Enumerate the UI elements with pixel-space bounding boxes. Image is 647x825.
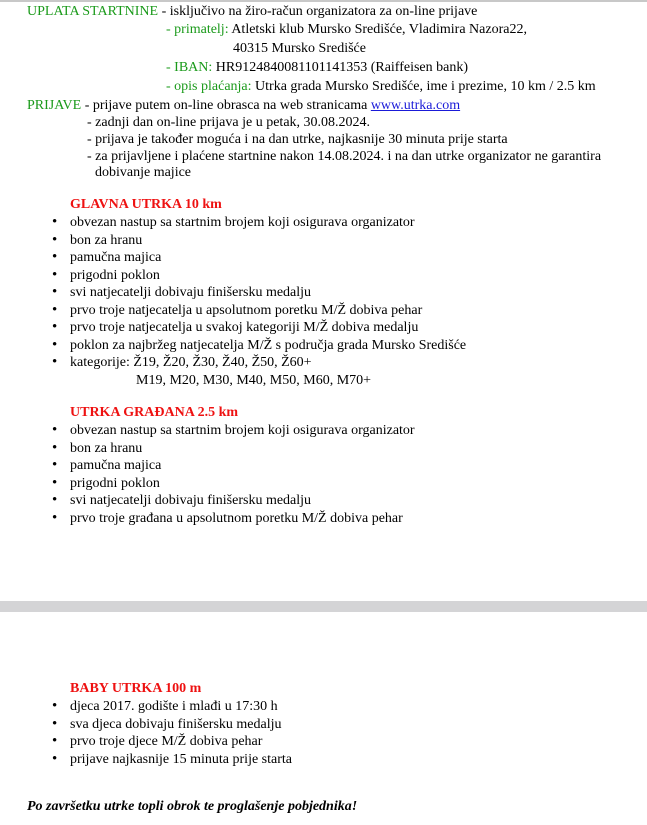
registration-intro-line [27,97,460,115]
desc-value: Utrka grada Mursko Središće, ime i prezime, 10 km / 2.5 km [251,79,596,94]
list-item: • prigodni poklon [0,267,466,285]
payment-desc-line [166,78,596,96]
registration-label: PRIJAVE [27,98,82,113]
baby-race-title: BABY UTRKA 100 m [70,681,202,696]
list-item: • pamučna majica [0,457,415,475]
baby-race-list [0,698,292,768]
registration-intro: - prijave putem on-line obrasca na web stranicama [81,98,371,113]
list-item: • bon za hranu [0,440,415,458]
citizens-race-list [0,422,415,527]
main-race-categories-line2: M19, M20, M30, M40, M50, M60, M70+ [136,373,372,388]
list-item: • prvo troje građana u apsolutnom poretku M/Ž dobiva pehar [0,510,415,528]
desc-label: - opis plaćanja: [166,79,252,94]
list-item: • obvezan nastup sa startnim brojem koji osigurava organizator [0,214,466,232]
payment-intro-line [27,3,477,21]
list-item: • poklon za najbržeg natjecatelja M/Ž s područja grada Mursko Središće [0,337,466,355]
iban-value: HR9124840081101141353 (Raiffeisen bank) [212,60,469,75]
list-item: • bon za hranu [0,232,466,250]
registration-line-4: dobivanje majice [95,165,192,180]
list-item: • svi natjecatelji dobivaju finišersku medalju [0,284,466,302]
iban-label: - IBAN: [166,60,213,75]
list-item: • prvo troje natjecatelja u svakoj kategoriji M/Ž dobiva medalju [0,319,466,337]
recipient-label: - primatelj: [166,22,229,37]
payment-intro: - isključivo na žiro-račun organizatora za on-line prijave [158,4,478,19]
list-item: • djeca 2017. godište i mlađi u 17:30 h [0,698,292,716]
list-item: • prvo troje djece M/Ž dobiva pehar [0,733,292,751]
registration-line-3: - za prijavljene i plaćene startnine nakon 14.08.2024. i na dan utrke organizator ne garantira [87,149,602,164]
list-item: • kategorije: Ž19, Ž20, Ž30, Ž40, Ž50, Ž60+ [0,354,466,372]
payment-label: UPLATA STARTNINE [27,4,159,19]
registration-line-1: - zadnji dan on-line prijava je u petak, 30.08.2024. [87,115,371,130]
payment-recipient-line [166,21,527,39]
list-item: • prvo troje natjecatelja u apsolutnom poretku M/Ž dobiva pehar [0,302,466,320]
closing-note: Po završetku utrke topli obrok te proglašenje pobjednika! [27,799,358,814]
recipient-address: 40315 Mursko Središće [233,41,366,56]
list-item: • pamučna majica [0,249,466,267]
registration-link[interactable]: www.utrka.com [370,98,461,113]
citizens-race-title: UTRKA GRAĐANA 2.5 km [70,405,239,420]
recipient-value: Atletski klub Mursko Središće, Vladimira Nazora22, [228,22,527,37]
registration-line-2: - prijava je također moguća i na dan utrke, najkasnije 30 minuta prije starta [87,132,508,147]
list-item: • obvezan nastup sa startnim brojem koji osigurava organizator [0,422,415,440]
list-item: • prigodni poklon [0,475,415,493]
page-separator [0,601,647,612]
list-item: • sva djeca dobivaju finišersku medalju [0,716,292,734]
main-race-title: GLAVNA UTRKA 10 km [70,197,222,212]
payment-iban-line [166,59,468,77]
main-race-list [0,214,466,372]
list-item: • prijave najkasnije 15 minuta prije starta [0,751,292,769]
top-border [0,0,647,2]
list-item: • svi natjecatelji dobivaju finišersku medalju [0,492,415,510]
